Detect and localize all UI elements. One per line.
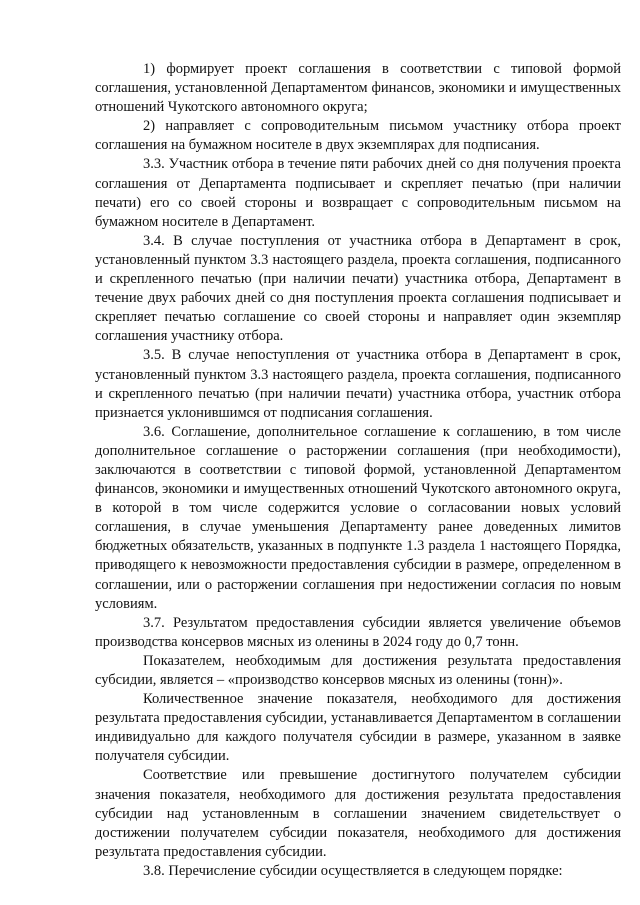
paragraph-3-4: 3.4. В случае поступления от участника отбора в Департамент в срок, установленный пунктом 3.3 настоящего раздела, проекта соглашения, подписанного и скрепленного печатью (при наличии печати) участника отбора, Департамент в течение двух рабочих дней со дня поступления проекта соглашения подписывает и скрепляет печатью соглашение со своей стороны и направляет один экземпляр соглашения участнику отбора. xyxy=(95,232,621,345)
paragraph-3-8: 3.8. Перечисление субсидии осуществляется в следующем порядке: xyxy=(143,862,563,879)
paragraph-3-3: 3.3. Участник отбора в течение пяти рабочих дней со дня получения проекта соглашения от Департамента подписывает и скрепляет печатью (при наличии печати) его со своей стороны и возвращает с сопроводительным письмом на бумажном носителе в Департамент. xyxy=(95,156,621,230)
paragraph-indicator-achievement: Соответствие или превышение достигнутого получателем субсидии значения показателя, необходимого для достижения результата предоставления субсидии над установленным в соглашении значением свидетельствует о достижении получателем субсидии показателя, необходимого для достижения результата предоставления субсидии. xyxy=(95,767,621,860)
paragraph-3-7: 3.7. Результатом предоставления субсидии является увеличение объемов производства консервов мясных из оленины в 2024 году до 0,7 тонн. xyxy=(95,614,621,650)
paragraph-3-5: 3.5. В случае непоступления от участника отбора в Департамент в срок, установленный пунктом 3.3 настоящего раздела, проекта соглашения, подписанного и скрепленного печатью (при наличии печати) участника отбора, участник отбора признается уклонившимся от подписания соглашения. xyxy=(95,347,621,421)
paragraph-indicator-value: Количественное значение показателя, необходимого для достижения результата предоставления субсидии, устанавливается Департаментом в соглашении индивидуально для каждого получателя субсидии в размере, указанном в заявке получателя субсидии. xyxy=(95,691,621,765)
paragraph-indicator: Показателем, необходимым для достижения результата предоставления субсидии, является – «производство консервов мясных из оленины (тонн)». xyxy=(95,652,621,688)
paragraph-3-6: 3.6. Соглашение, дополнительное соглашение к соглашению, в том числе дополнительное соглашение о расторжении соглашения (при необходимости), заключаются в соответствии с типовой формой, установленной Департаментом финансов, экономики и имущественных отношений Чукотского автономного округа, в которой в том числе содержится условие о согласовании новых условий соглашения, в случае уменьшения Департаменту ранее доведенных лимитов бюджетных обязательств, указанных в подпункте 1.3 раздела 1 настоящего Порядка, приводящего к невозможности предоставления субсидии в размере, определенном в соглашении, или о расторжении соглашения при недостижении согласия по новым условиям. xyxy=(95,423,621,612)
document-page xyxy=(95,60,621,881)
paragraph-2-subitem: 2) направляет с сопроводительным письмом участнику отбора проект соглашения на бумажном носителе в двух экземплярах для подписания. xyxy=(95,118,621,154)
paragraph-1-subitem: 1) формирует проект соглашения в соответствии с типовой формой соглашения, установленной Департаментом финансов, экономики и имущественных отношений Чукотского автономного округа; xyxy=(95,61,621,116)
